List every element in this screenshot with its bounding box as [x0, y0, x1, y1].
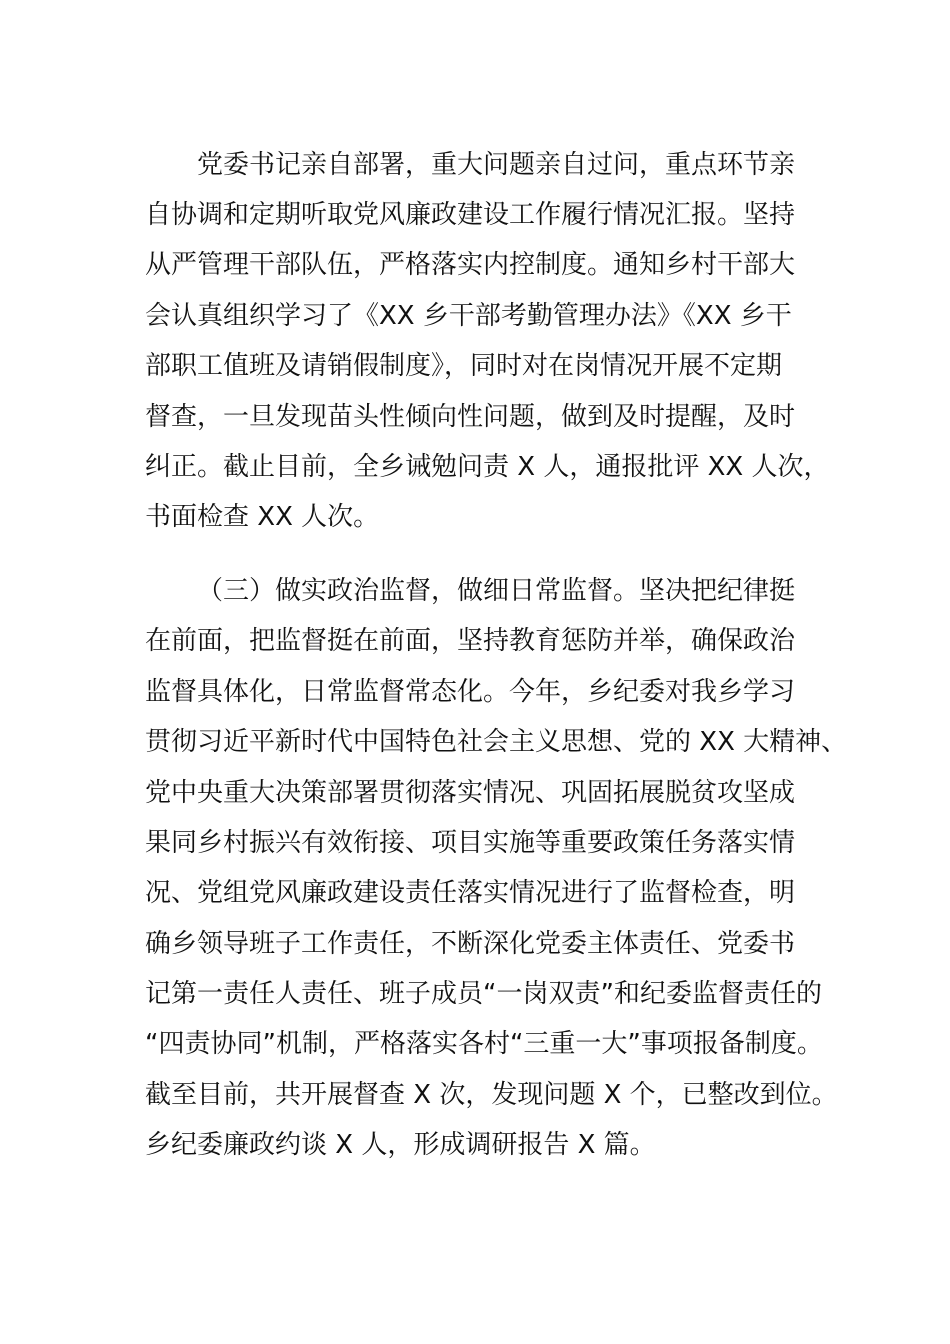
text-line: 果同乡村振兴有效衔接、项目实施等重要政策任务落实情 [145, 828, 796, 858]
text-line: 截至目前，共开展督查 X 次，发现问题 X 个，已整改到位。 [145, 1080, 838, 1110]
text-line: 党委书记亲自部署，重大问题亲自过问，重点环节亲 [197, 150, 796, 180]
text-line: 会认真组织学习了《XX 乡干部考勤管理办法》《XX 乡干 [145, 301, 792, 331]
text-line: 记第一责任人责任、班子成员“一岗双责”和纪委监督责任的 [145, 979, 822, 1009]
text-line: 贯彻习近平新时代中国特色社会主义思想、党的 XX 大精神、 [145, 727, 848, 757]
text-line: 乡纪委廉政约谈 X 人，形成调研报告 X 篇。 [145, 1130, 656, 1160]
text-line: 纠正。截止目前，全乡诫勉问责 X 人，通报批评 XX 人次， [145, 452, 830, 482]
text-line: 确乡领导班子工作责任，不断深化党委主体责任、党委书 [145, 929, 796, 959]
text-line: 在前面，把监督挺在前面，坚持教育惩防并举，确保政治 [145, 626, 796, 656]
text-line: “四责协同”机制，严格落实各村“三重一大”事项报备制度。 [145, 1029, 823, 1059]
section-heading-line: （三）做实政治监督，做细日常监督。坚决把纪律挺 [197, 576, 796, 606]
text-line: 督查，一旦发现苗头性倾向性问题，做到及时提醒，及时 [145, 402, 796, 432]
text-line: 党中央重大决策部署贯彻落实情况、巩固拓展脱贫攻坚成 [145, 778, 796, 808]
text-line: 从严管理干部队伍，严格落实内控制度。通知乡村干部大 [145, 250, 796, 280]
text-line: 部职工值班及请销假制度》，同时对在岗情况开展不定期 [145, 351, 783, 381]
text-line: 自协调和定期听取党风廉政建设工作履行情况汇报。坚持 [145, 200, 796, 230]
text-line: 况、党组党风廉政建设责任落实情况进行了监督检查，明 [145, 878, 796, 908]
text-line: 书面检查 XX 人次。 [145, 502, 380, 532]
text-line: 监督具体化，日常监督常态化。今年，乡纪委对我乡学习 [145, 677, 796, 707]
